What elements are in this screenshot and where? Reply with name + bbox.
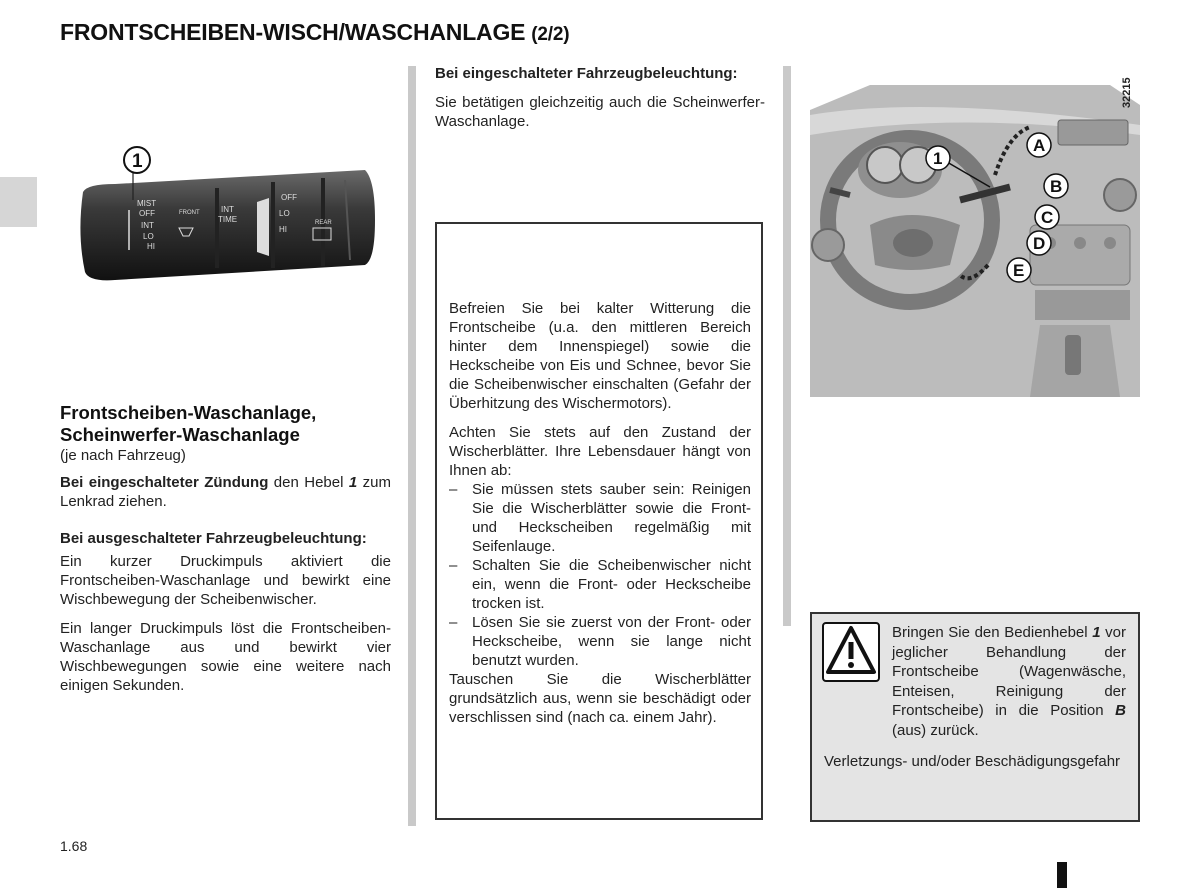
stalk-label-front: FRONT	[179, 210, 200, 216]
warning-position-ref: B	[1115, 702, 1126, 719]
photo-callout-a: A	[1033, 136, 1046, 155]
dash-marker: –	[449, 614, 458, 631]
warning-text-part-1: Bringen Sie den Bedienhebel	[892, 624, 1093, 641]
list-item-text: Lösen Sie sie zuerst von der Front- oder Heckscheibe, wenn sie lange nicht benutzt wurden.	[472, 614, 751, 669]
stalk-label-int: INT	[141, 221, 154, 230]
sub-heading-lights-off: Bei ausgeschalteter Fahrzeugbeleuchtung:	[60, 530, 367, 547]
warning-paragraph-1	[892, 623, 1126, 740]
list-item-text: Sie müssen stets sauber sein: Reinigen Sie die Wischerblätter sowie die Front- und Heckscheiben regelmäßig mit Seifenlauge.	[472, 481, 751, 555]
photo-callout-c: C	[1041, 208, 1054, 227]
p1-end: zum Lenkrad ziehen.	[60, 474, 391, 510]
dash-marker: –	[449, 557, 458, 574]
info-paragraph-3: Tauschen Sie die Wischerblätter grundsätzlich aus, wenn sie beschädigt oder verschlissen sind (nach ca. einem Jahr).	[449, 671, 751, 726]
photo-callout-d: D	[1033, 234, 1046, 253]
section-heading	[60, 402, 391, 446]
p1-mid: den Hebel	[268, 474, 349, 491]
page-title	[60, 19, 569, 46]
info-paragraph-1: Befreien Sie bei kalter Witterung die Frontscheibe (u.a. den mittleren Bereich hinter dem Innenspiegel) sowie die Heckscheibe von Eis und Schnee, bevor Sie die Scheibenwischer einschalten (Gefahr der Überhitzung des Wischermotors).	[449, 300, 751, 412]
stalk-label-off2: OFF	[281, 193, 297, 202]
warning-paragraph-2: Verletzungs- und/oder Beschädigungsgefahr	[824, 753, 1121, 770]
photo-callout-b: B	[1050, 177, 1063, 196]
list-item-text: Schalten Sie die Scheibenwischer nicht ein, wenn die Front- oder Heckscheibe trocken ist.	[472, 557, 751, 612]
page-corner-mark	[1057, 862, 1067, 888]
list-item	[449, 556, 751, 613]
stalk-label-mist: MIST	[137, 199, 157, 208]
paragraph-headlamp-washer: Sie betätigen gleichzeitig auch die Scheinwerfer-Waschanlage.	[435, 94, 765, 130]
stalk-label-hi: HI	[147, 242, 155, 251]
paragraph-short-press: Ein kurzer Druckimpuls aktiviert die Frontscheiben-Waschanlage und bewirkt eine Wischbewegung der Scheibenwischer.	[60, 553, 391, 608]
stalk-callout-1: 1	[132, 151, 143, 172]
warning-text-part-3: (aus) zurück.	[892, 721, 979, 739]
stalk-label-off: OFF	[139, 209, 155, 218]
info-box-text	[449, 299, 751, 727]
list-item	[449, 613, 751, 670]
column-divider-1	[408, 66, 416, 826]
paragraph-ignition	[60, 473, 391, 511]
list-item	[449, 480, 751, 556]
stalk-label-lo: LO	[143, 232, 154, 241]
info-paragraph-2: Achten Sie stets auf den Zustand der Wischerblätter. Ihre Lebensdauer hängt von Ihnen ab:	[449, 424, 751, 479]
title-text: FRONTSCHEIBEN-WISCH/WASCHANLAGE	[60, 19, 526, 45]
photo-reference-number: 32215	[1121, 77, 1133, 108]
warning-text-part-2: vor jeglicher Behandlung der Frontscheibe (Wagenwäsche, Enteisen, Reinigung der Frontscheibe) in die Position	[892, 624, 1126, 719]
photo-callout-1: 1	[933, 149, 943, 168]
p1-bold: Bei eingeschalteter Zündung	[60, 474, 269, 491]
warning-lever-ref: 1	[1092, 624, 1101, 641]
wiper-stalk-illustration	[75, 140, 385, 290]
column-divider-2	[783, 66, 791, 626]
paragraph-long-press: Ein langer Druckimpuls löst die Frontscheiben-Waschanlage aus und bewirkt vier Wischbewegungen sowie eine weitere nach einigen Sekunden.	[60, 620, 391, 694]
dash-marker: –	[449, 481, 458, 498]
title-part: (2/2)	[531, 24, 570, 45]
stalk-label-lo2: LO	[279, 209, 290, 218]
heading-line-2: Scheinwerfer-Waschanlage	[60, 424, 300, 445]
stalk-label-hi2: HI	[279, 225, 287, 234]
left-column	[60, 402, 391, 705]
section-tab	[0, 177, 37, 227]
stalk-label-time: TIME	[218, 215, 238, 224]
photo-callout-e: E	[1013, 261, 1025, 280]
heading-line-1: Frontscheiben-Waschanlage,	[60, 402, 317, 423]
dashboard-illustration	[810, 65, 1140, 397]
heading-note: (je nach Fahrzeug)	[60, 447, 186, 464]
sub-heading-lights-on: Bei eingeschalteter Fahrzeugbeleuchtung:	[435, 65, 738, 82]
stalk-label-rear: REAR	[315, 220, 332, 226]
p1-lever-ref: 1	[348, 474, 358, 491]
middle-column	[435, 64, 765, 141]
warning-text	[824, 623, 1126, 772]
page-number: 1.68	[60, 838, 88, 854]
stalk-label-int2: INT	[221, 205, 234, 214]
